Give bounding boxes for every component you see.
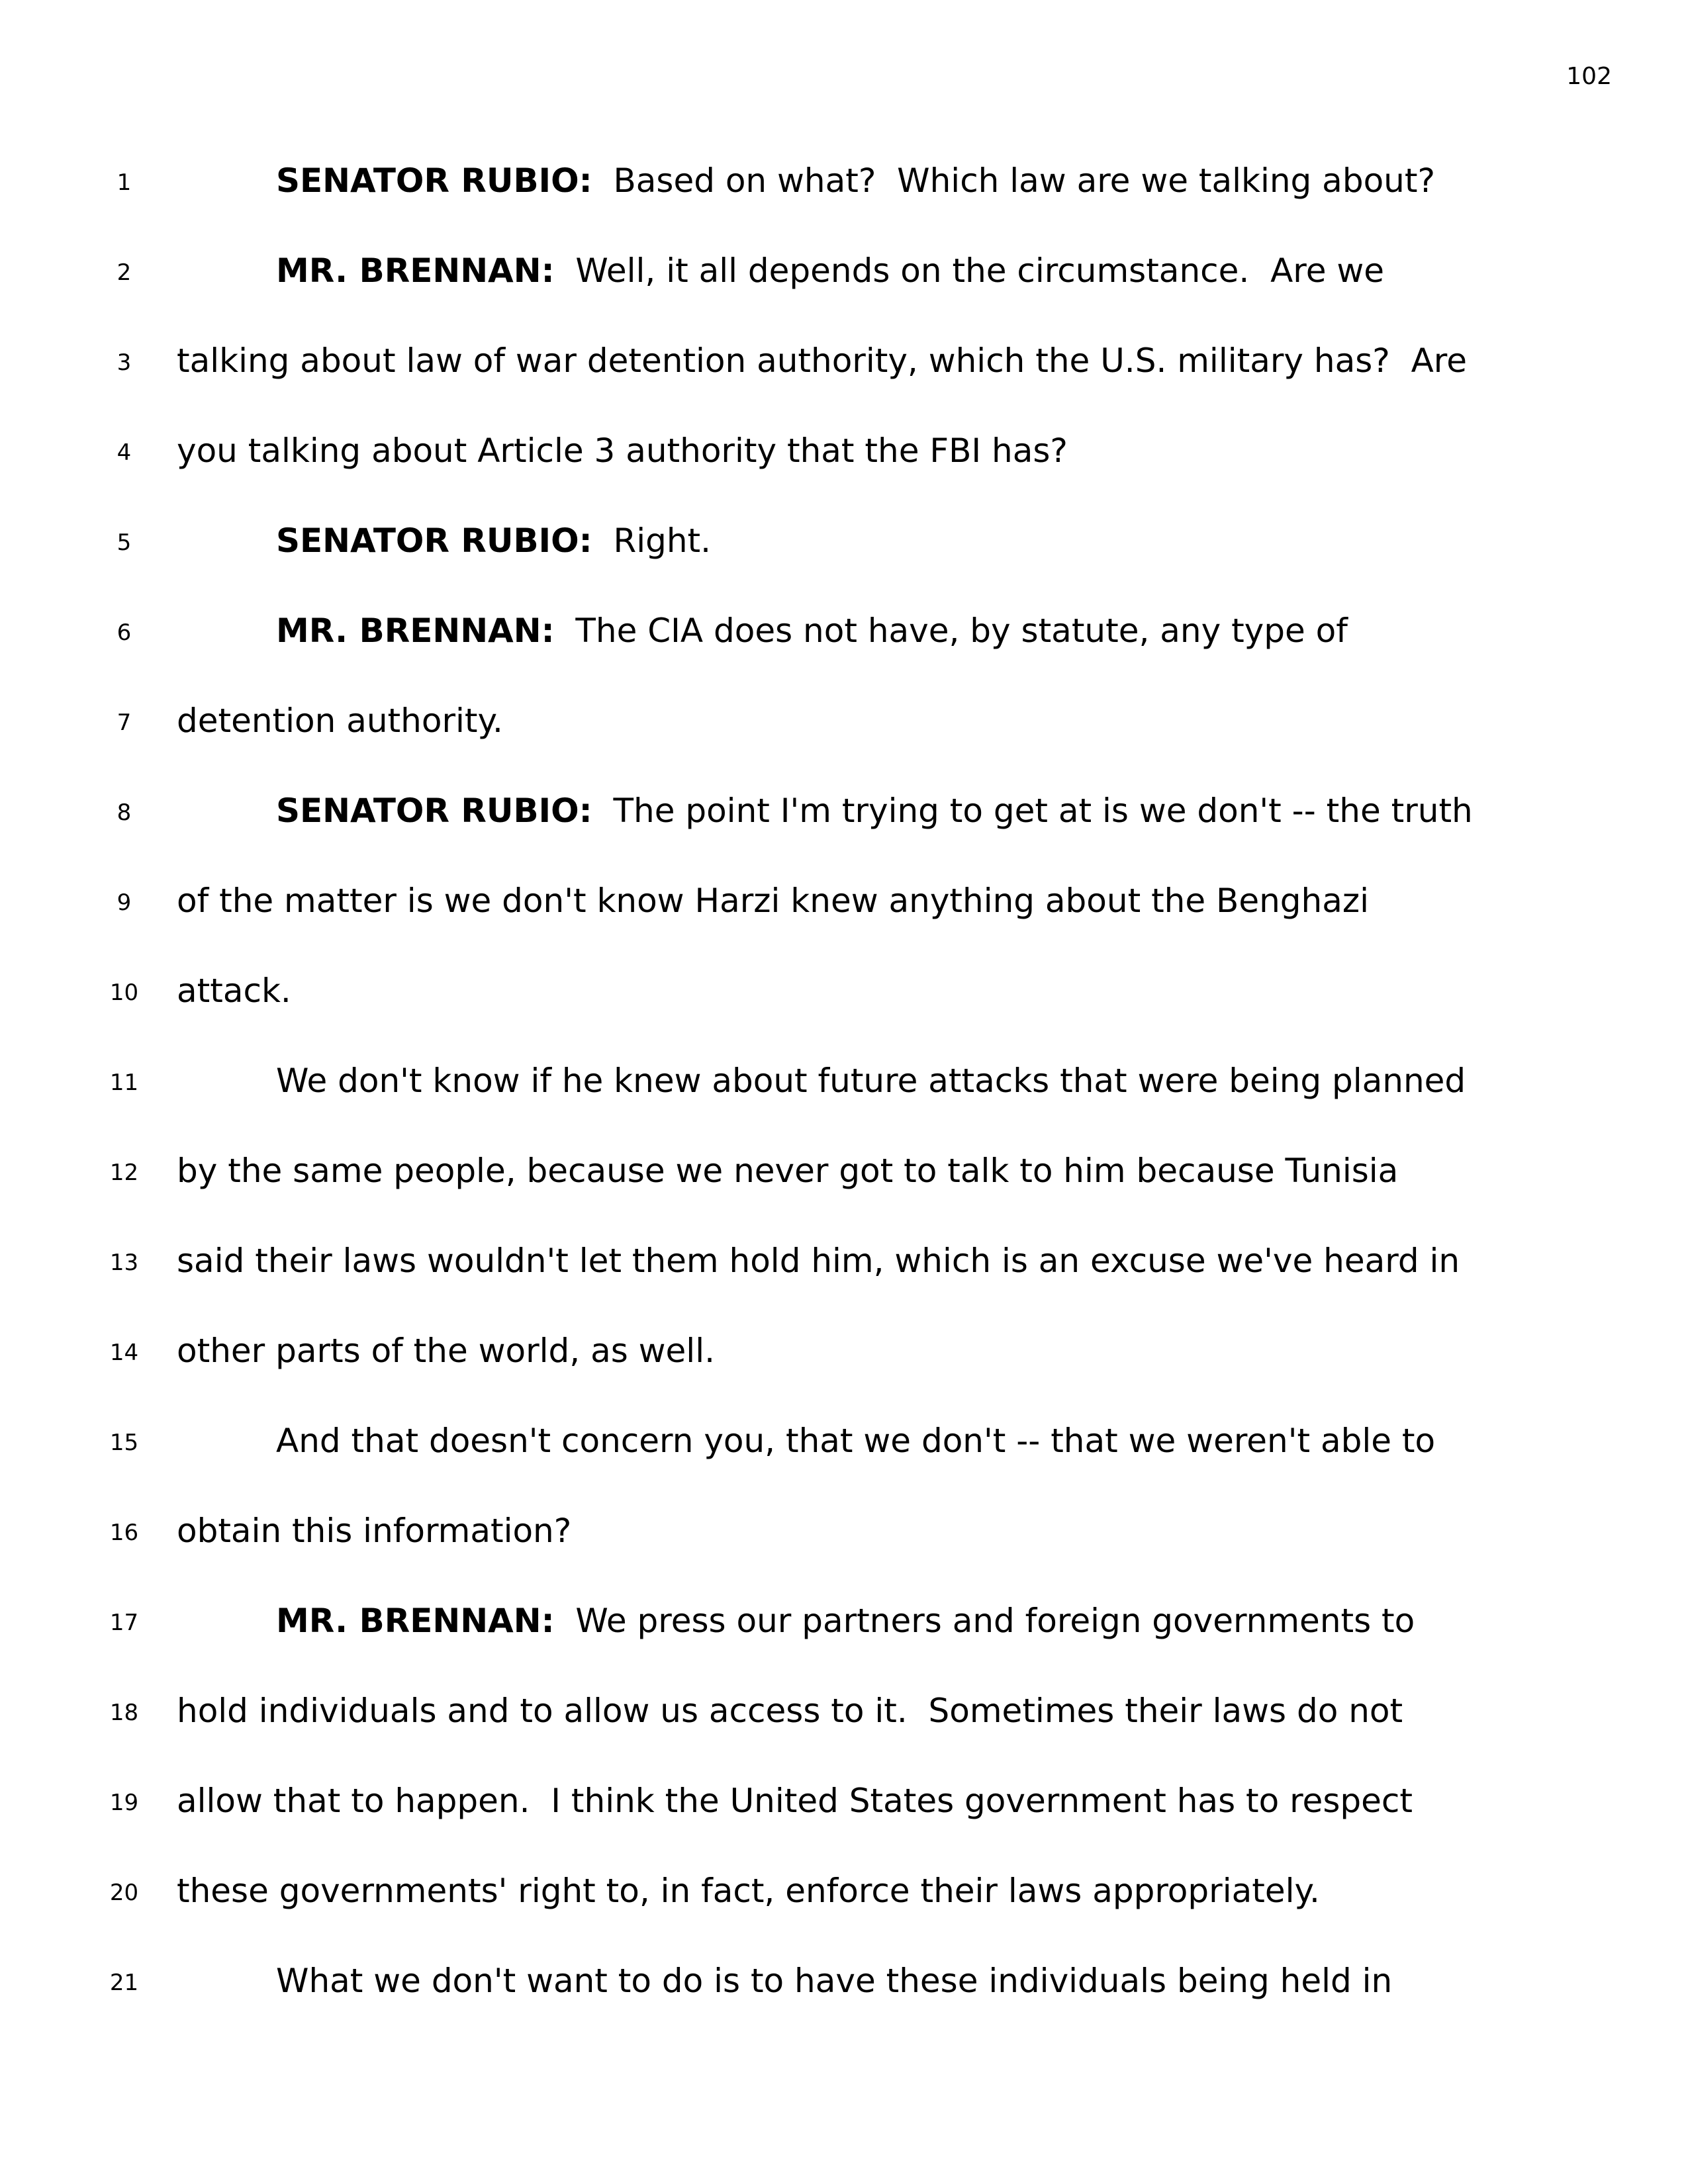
line-content: Right. [592,522,712,560]
line-text [177,1238,1460,1284]
line-number: 12 [109,1160,139,1186]
line-number: 4 [117,439,132,466]
line-content: What we don't want to do is to have these individuals being held in [276,1962,1393,2000]
line-content: We don't know if he knew about future attacks that were being planned [276,1062,1466,1100]
line-text [177,1778,1413,1824]
transcript-line [0,1958,1688,2048]
line-content: by the same people, because we never got to talk to him because Tunisia [177,1152,1399,1190]
line-content: attack. [177,972,291,1010]
speaker-label: MR. BRENNAN: [276,1602,555,1640]
line-number: 2 [117,259,132,286]
transcript-line [0,158,1688,248]
line-text [276,248,1384,294]
transcript-line [0,1058,1688,1148]
line-text [177,1148,1398,1194]
line-content: The point I'm trying to get at is we don't -- the truth [592,792,1473,830]
speaker-label: SENATOR RUBIO: [276,522,592,560]
speaker-label: SENATOR RUBIO: [276,161,592,200]
line-text [177,1508,571,1554]
line-number: 14 [109,1340,139,1366]
transcript-line [0,1598,1688,1688]
line-text [177,1868,1320,1914]
line-number: 20 [109,1880,139,1906]
line-content: Well, it all depends on the circumstance. Are we [554,251,1385,290]
transcript-line [0,1508,1688,1598]
line-number: 5 [117,529,132,556]
transcript-line [0,248,1688,338]
line-text [276,1418,1435,1464]
transcript-line [0,1238,1688,1328]
transcript-line [0,968,1688,1058]
transcript-line [0,608,1688,698]
line-text [177,428,1068,474]
line-text [276,1598,1415,1644]
speaker-label: MR. BRENNAN: [276,251,555,290]
page-number: 102 [1566,63,1612,90]
line-content: you talking about Article 3 authority that the FBI has? [177,432,1068,470]
transcript-line [0,1778,1688,1868]
speaker-label: MR. BRENNAN: [276,612,555,650]
line-number: 13 [109,1250,139,1276]
transcript-line [0,698,1688,788]
transcript-line [0,428,1688,518]
line-number: 15 [109,1430,139,1456]
transcript-body [0,158,1688,2048]
transcript-line [0,788,1688,878]
line-content: of the matter is we don't know Harzi knew anything about the Benghazi [177,882,1369,920]
transcript-line [0,1688,1688,1778]
line-number: 1 [117,169,132,196]
speaker-label: SENATOR RUBIO: [276,792,592,830]
line-number: 21 [109,1970,139,1996]
line-text [276,1958,1392,2004]
line-text [276,518,711,564]
line-content: these governments' right to, in fact, enforce their laws appropriately. [177,1872,1320,1910]
line-content: obtain this information? [177,1512,572,1550]
line-number: 9 [117,889,132,916]
line-text [177,968,291,1014]
line-number: 11 [109,1069,139,1096]
line-text [276,158,1435,204]
transcript-line [0,878,1688,968]
line-content: allow that to happen. I think the United States government has to respect [177,1782,1413,1820]
line-number: 7 [117,709,132,736]
transcript-line [0,1868,1688,1958]
line-number: 3 [117,349,132,376]
line-content: The CIA does not have, by statute, any type of [554,612,1348,650]
line-number: 18 [109,1700,139,1726]
line-content: hold individuals and to allow us access to it. Sometimes their laws do not [177,1692,1403,1730]
line-text [276,788,1473,834]
line-number: 6 [117,619,132,646]
line-content: Based on what? Which law are we talking about? [592,161,1435,200]
line-text [177,1688,1403,1734]
line-number: 10 [109,979,139,1006]
transcript-line [0,1148,1688,1238]
line-content: detention authority. [177,702,503,740]
transcript-line [0,518,1688,608]
transcript-line [0,338,1688,428]
transcript-line [0,1418,1688,1508]
line-text [276,608,1348,654]
line-content: talking about law of war detention authority, which the U.S. military has? Are [177,341,1468,380]
line-text [177,878,1369,924]
line-text [276,1058,1466,1104]
line-text [177,1328,715,1374]
line-number: 19 [109,1790,139,1816]
line-content: We press our partners and foreign governments to [554,1602,1415,1640]
line-content: And that doesn't concern you, that we don't -- that we weren't able to [276,1422,1436,1460]
line-number: 16 [109,1520,139,1546]
line-number: 17 [109,1610,139,1636]
line-text [177,698,503,744]
transcript-line [0,1328,1688,1418]
line-number: 8 [117,799,132,826]
line-text [177,338,1467,384]
line-content: said their laws wouldn't let them hold him, which is an excuse we've heard in [177,1242,1460,1280]
line-content: other parts of the world, as well. [177,1332,715,1370]
